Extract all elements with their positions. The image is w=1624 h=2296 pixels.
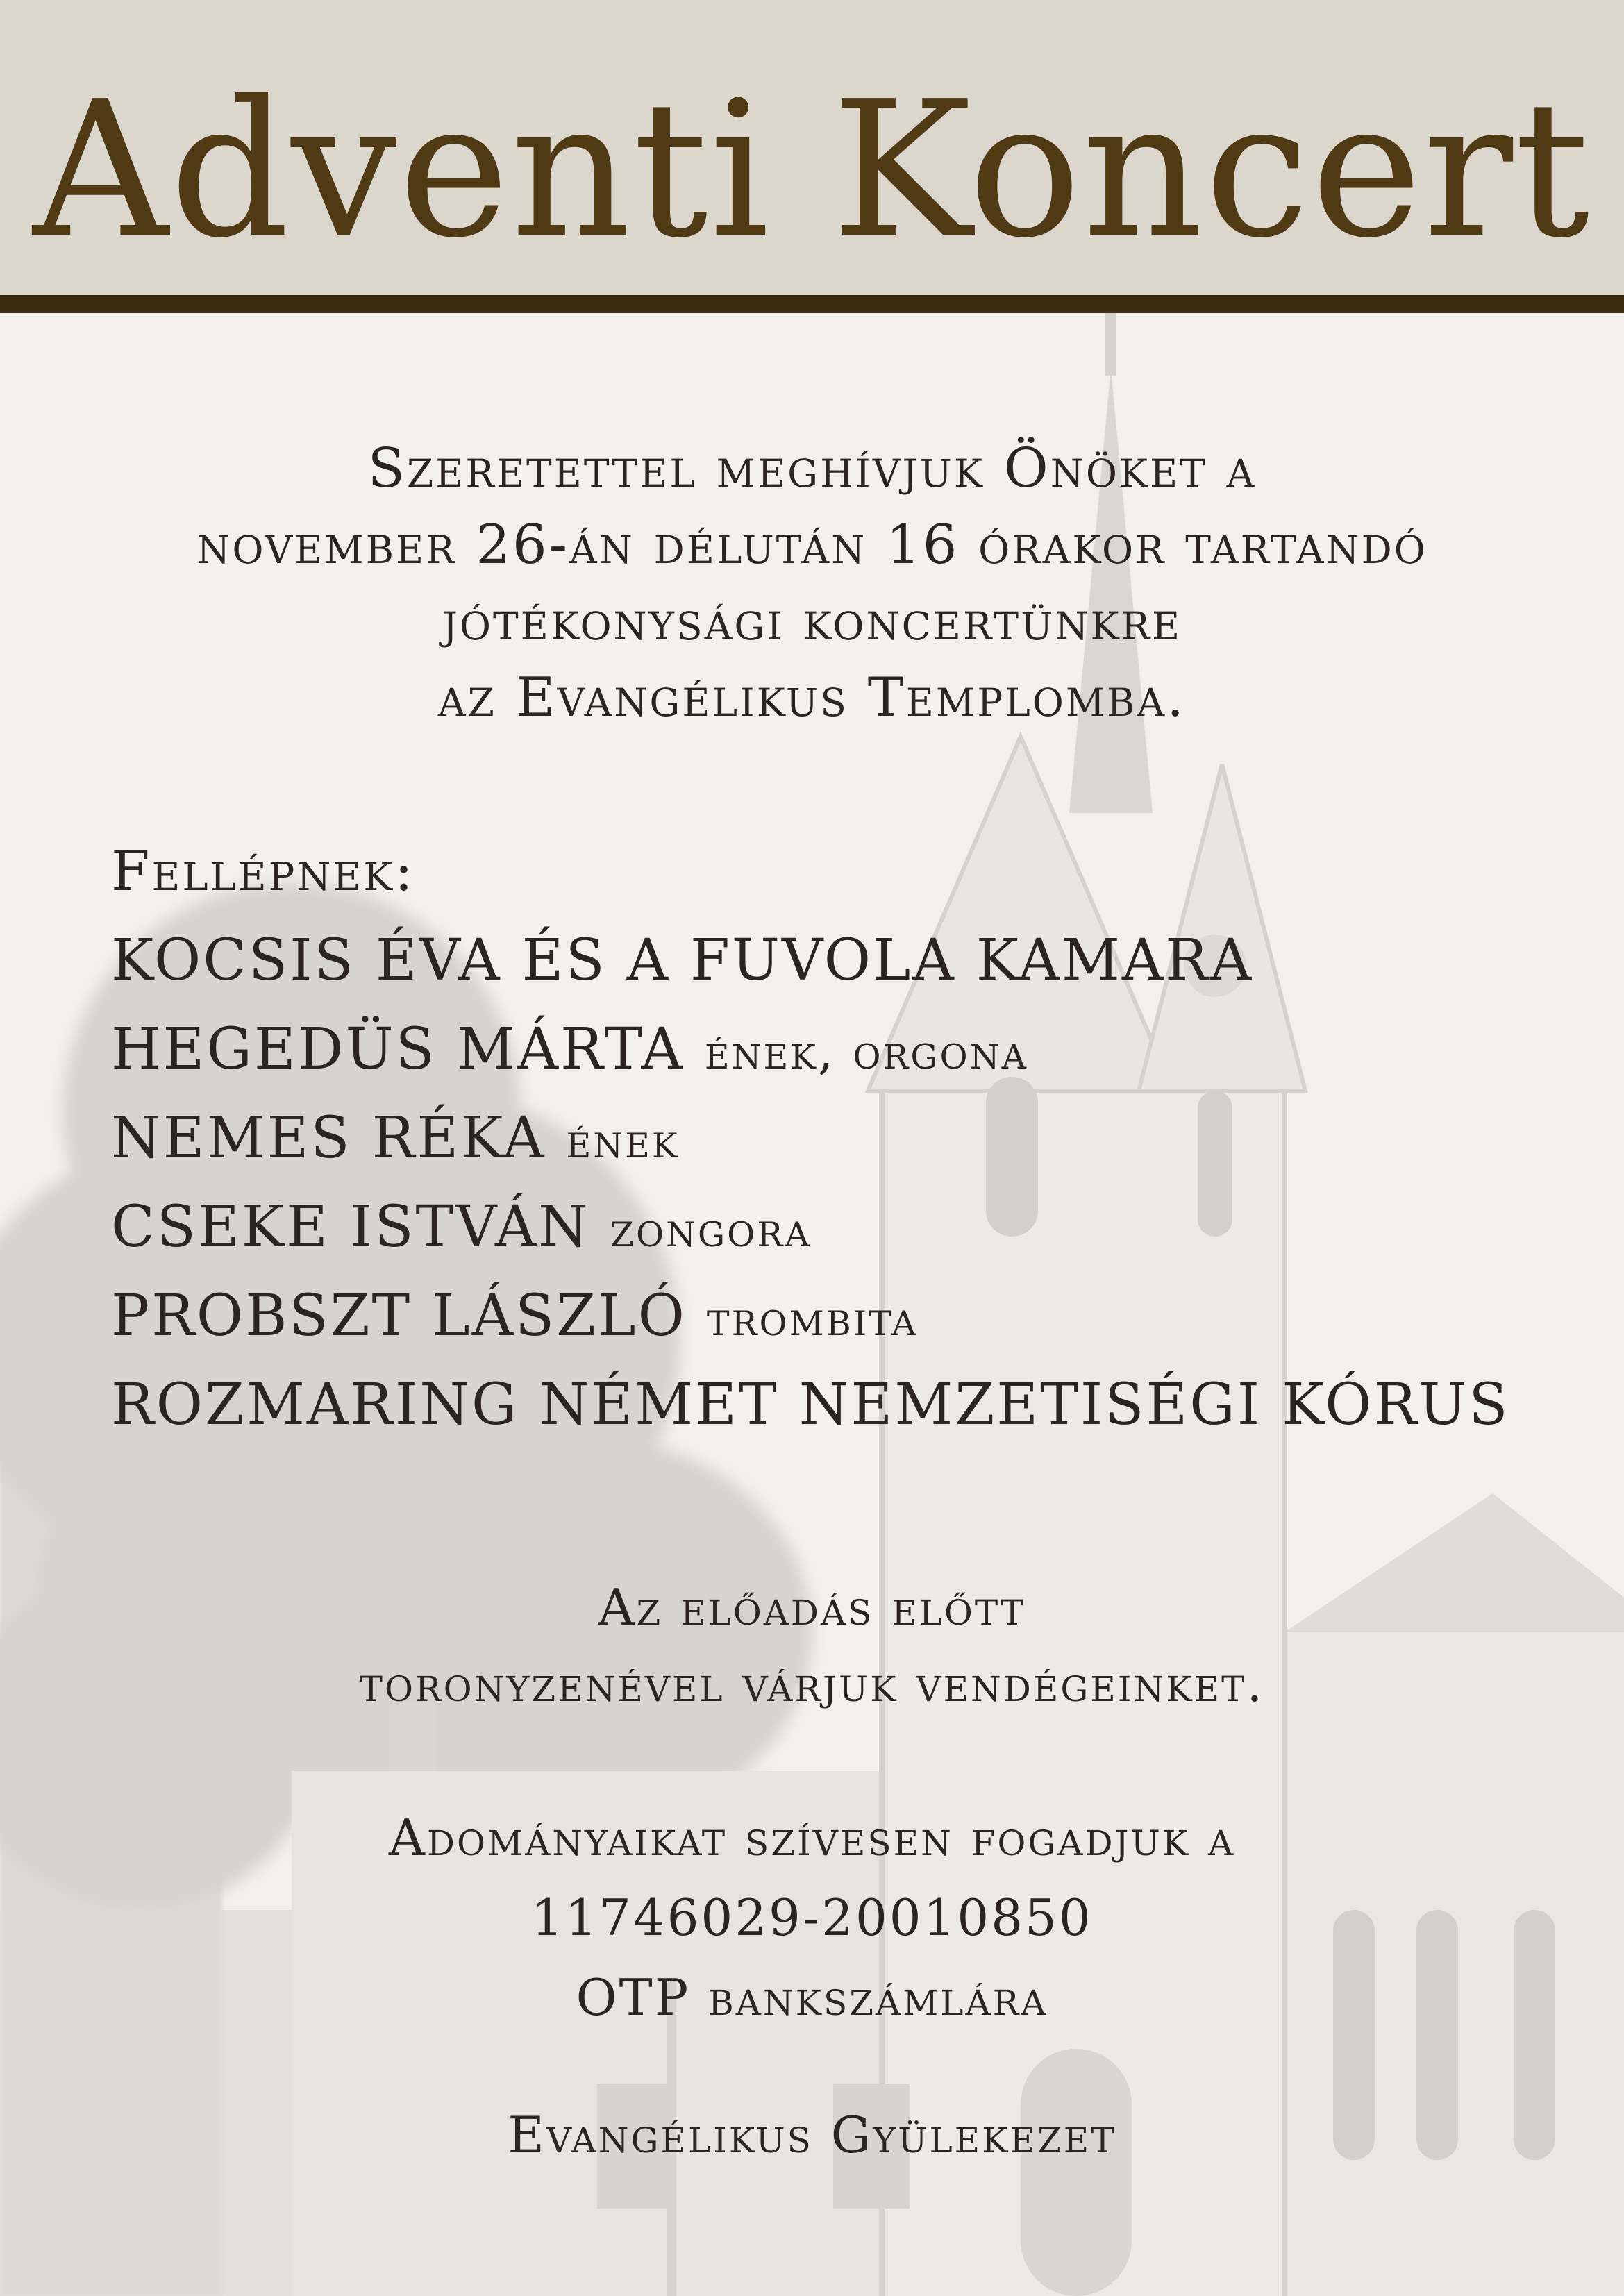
performers-heading: Fellépnek:	[111, 839, 415, 903]
performer-item	[111, 1005, 1569, 1094]
performer-item	[111, 1272, 1569, 1361]
tower-music-note	[0, 1569, 1624, 1722]
note-line: toronyzenével várjuk vendégeinket.	[359, 1654, 1265, 1713]
performer-role: zongora	[610, 1201, 812, 1258]
performer-role: ének	[566, 1112, 680, 1169]
donation-info	[0, 1798, 1624, 2038]
performer-name: ROZMARING NÉMET NEMZETISÉGI KÓRUS	[111, 1372, 1510, 1438]
donation-line: OTP bankszámlára	[576, 1968, 1048, 2027]
header-band	[0, 0, 1624, 295]
performer-name: NEMES RÉKA	[111, 1105, 546, 1171]
performer-name: PROBSZT LÁSZLÓ	[111, 1283, 687, 1349]
donation-line: Adományaikat szívesen fogadjuk a	[388, 1809, 1236, 1867]
poster-title: Adventi Koncert	[33, 60, 1591, 279]
performer-item	[111, 1183, 1569, 1272]
note-line: Az előadás előtt	[598, 1578, 1026, 1636]
performer-name: HEGEDÜS MÁRTA	[111, 1016, 685, 1082]
performer-item	[111, 1094, 1569, 1183]
header-divider	[0, 295, 1624, 313]
bank-account-number: 11746029-20010850	[531, 1888, 1093, 1947]
invitation-line: az Evangélikus Templomba.	[437, 667, 1187, 729]
invitation-text	[0, 430, 1624, 736]
invitation-line: Szeretettel meghívjuk Önöket a	[367, 437, 1257, 500]
performer-item	[111, 1361, 1569, 1450]
invitation-line: jótékonysági koncertünkre	[442, 590, 1182, 653]
invitation-line: november 26-án délután 16 órakor tartandó	[196, 514, 1428, 576]
performer-name: KOCSIS ÉVA ÉS A FUVOLA KAMARA	[111, 928, 1254, 994]
performer-role: trombita	[706, 1290, 919, 1347]
performer-name: CSEKE ISTVÁN	[111, 1194, 590, 1260]
organizer-signature: Evangélikus Gyülekezet	[508, 2106, 1116, 2164]
performer-role: ének, orgona	[704, 1023, 1028, 1080]
performers-section	[111, 826, 1569, 1450]
performer-item	[111, 916, 1569, 1005]
